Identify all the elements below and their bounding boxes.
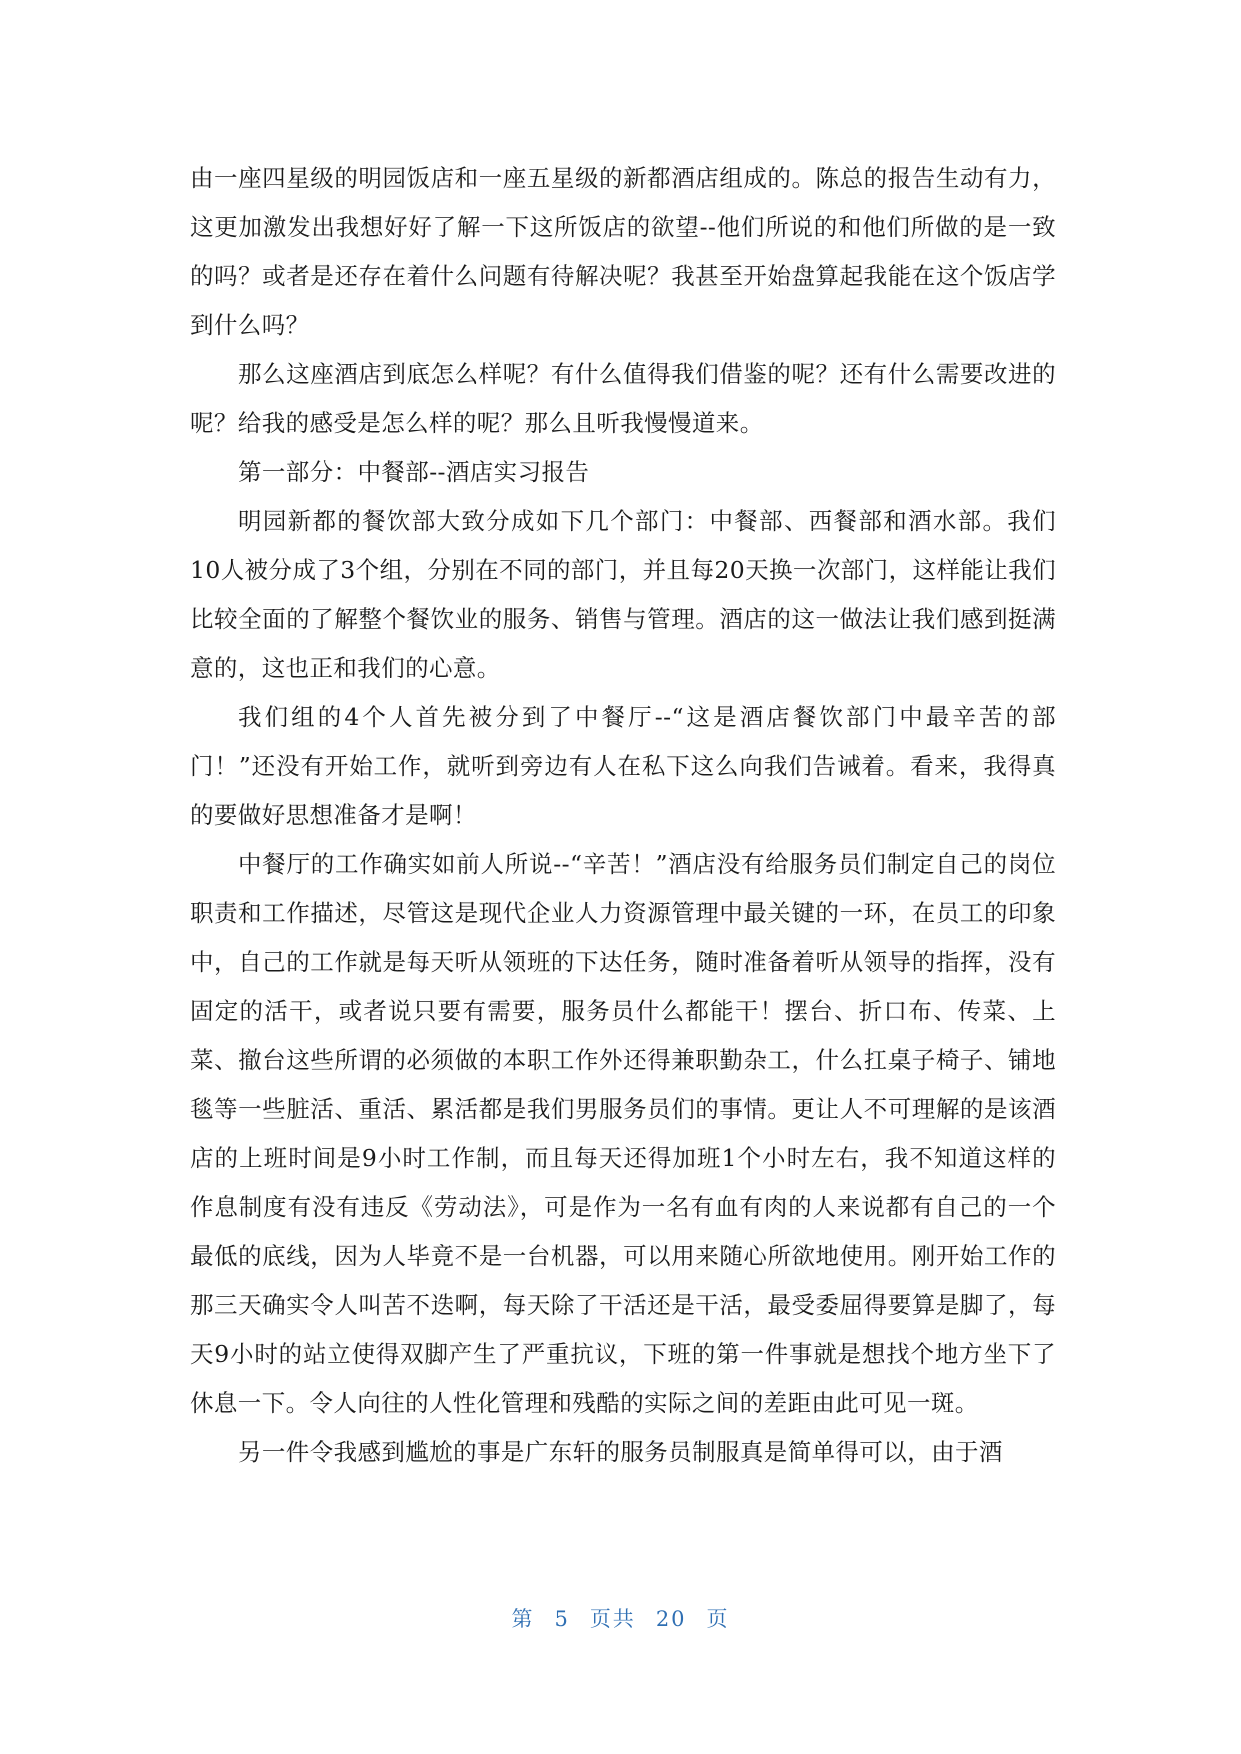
paragraph: 中餐厅的工作确实如前人所说--“辛苦！”酒店没有给服务员们制定自己的岗位职责和工作描述，尽管这是现代企业人力资源管理中最关键的一环，在员工的印象中，自己的工作就是每天听从领班的下达任务，随时准备着听从领导的指挥，没有固定的活干，或者说只要有需要，服务员什么都能干！摆台、折口布、传菜、上菜、撤台这些所谓的必须做的本职工作外还得兼职勤杂工，什么扛桌子椅子、铺地毯等一些脏活、重活、累活都是我们男服务员们的事情。更让人不可理解的是该酒店的上班时间是9小时工作制，而且每天还得加班1个小时左右，我不知道这样的作息制度有没有违反《劳动法》，可是作为一名有血有肉的人来说都有自己的一个最低的底线，因为人毕竟不是一台机器，可以用来随心所欲地使用。刚开始工作的那三天确实令人叫苦不迭啊，每天除了干活还是干活，最受委屈得要算是脚了，每天9小时的站立使得双脚产生了严重抗议，下班的第一件事就是想找个地方坐下了休息一下。令人向往的人性化管理和残酷的实际之间的差距由此可见一斑。 [190,850,1056,1417]
page-number-footer [0,1604,1241,1634]
paragraph: 那么这座酒店到底怎么样呢？有什么值得我们借鉴的呢？还有什么需要改进的呢？给我的感受是怎么样的呢？那么且听我慢慢道来。 [190,360,1056,437]
current-page-number: 5 [554,1607,570,1631]
paragraph: 明园新都的餐饮部大致分成如下几个部门：中餐部、西餐部和酒水部。我们10人被分成了3个组，分别在不同的部门，并且每20天换一次部门，这样能让我们比较全面的了解整个餐饮业的服务、销售与管理。酒店的这一做法让我们感到挺满意的，这也正和我们的心意。 [190,507,1056,682]
document-body [190,154,1056,1477]
paragraph: 由一座四星级的明园饭店和一座五星级的新都酒店组成的。陈总的报告生动有力，这更加激发出我想好好了解一下这所饭店的欲望--他们所说的和他们所做的是一致的吗？或者是还存在着什么问题有待解决呢？我甚至开始盘算起我能在这个饭店学到什么吗？ [190,164,1056,339]
section-heading: 第一部分：中餐部--酒店实习报告 [238,458,590,486]
footer-middle: 页共 [589,1607,636,1631]
paragraph: 我们组的4个人首先被分到了中餐厅--“这是酒店餐饮部门中最辛苦的部门！”还没有开始工作，就听到旁边有人在私下这么向我们告诫着。看来，我得真的要做好思想准备才是啊！ [190,703,1056,829]
paragraph: 另一件令我感到尴尬的事是广东轩的服务员制服真是简单得可以，由于酒 [238,1438,1003,1466]
footer-suffix: 页 [706,1607,730,1631]
footer-prefix: 第 [511,1607,535,1631]
total-page-count: 20 [655,1607,687,1631]
